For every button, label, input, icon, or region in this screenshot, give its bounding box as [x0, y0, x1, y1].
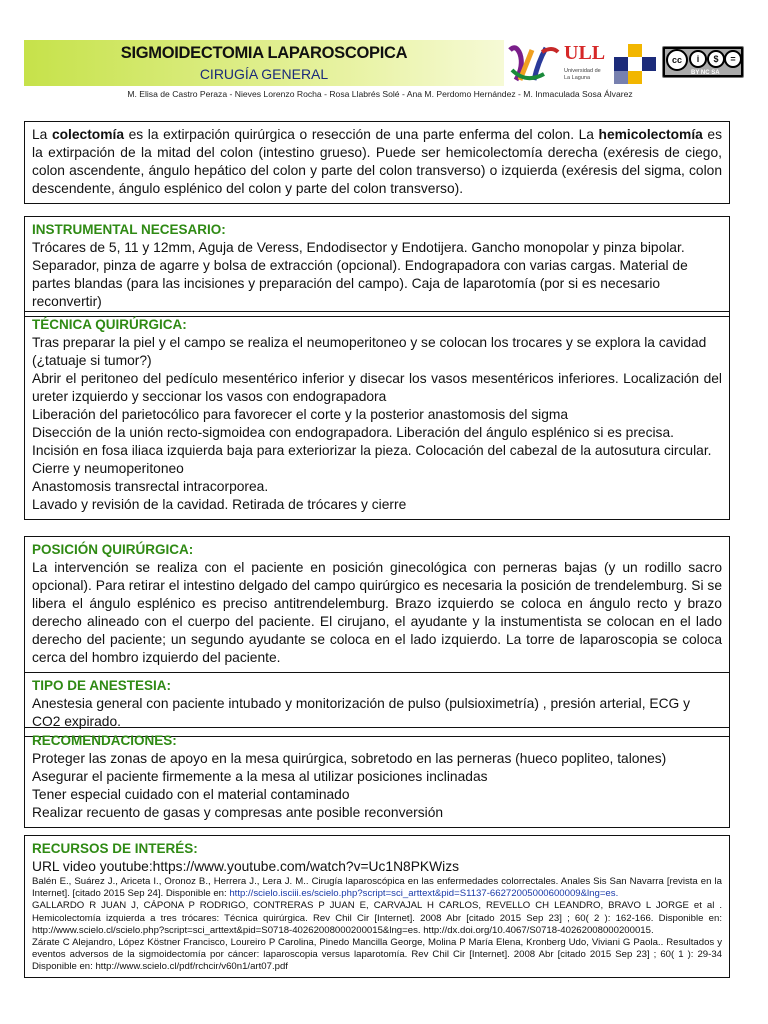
reference-3: Zárate C Alejandro, López Köstner Francisco, Loureiro P Carolina, Pinedo Mancilla George, Molina P María Elena, Kronberg Udo, Viviani G Paola.. Resultados y eventos adversos de la sigmoidectomía por cáncer: laparoscopia versus laparotomía. Rev Chil Cir [Internet]. 2008 Abr [citado 2015 Sep 23] ; 60( 1 ): 29-34 Disponible en: http://www.scielo.cl/pdf/rchcir/v60n1/art07.pdf	[32, 937, 722, 973]
tecnica-step: Abrir el peritoneo del pedículo mesentérico inferior y disecar los vasos mesentéricos inferiores. Localización del ureter izquierdo y seccionar los vasos con endograpadora	[32, 371, 722, 404]
ull-logo-subtext: Universidad de La Laguna	[564, 68, 601, 81]
cc-icon: cc	[666, 49, 688, 71]
reference-1: Balén E., Suárez J., Ariceta I., Oronoz B., Herrera J., Lera J. M.. Cirugía laparoscópica en las enfermedades colorrectales. Anales Sis San Navarra [revista en la Internet]. [citado 2015 Sep 24]. Disponible en: http://scielo.isciii.es/scielo.php?script=sci_arttext&pid=S1137-66272005000600009&lng=es.	[32, 876, 722, 900]
posicion-text: La intervención se realiza con el paciente en posición ginecológica con perneras bajas (y un rodillo sacro opcional). Para retirar el intestino delgado del campo quirúrgico es necesaria la posición de trendelemburg. Si se libera el ángulo esplénico es preciso antitrendelemburg. Brazo izquierdo se coloca en ángulo recto y brazo derecho alineado con el cuerpo del paciente. El cirujano, el ayudante y la instumentista se colocan en el lado derecho del paciente; un segundo ayudante se coloca en el lado izquierdo. La torre de laparoscopia se coloca cerca del hombro izquierdo del paciente.	[32, 560, 722, 665]
page-subtitle: CIRUGÍA GENERAL	[199, 66, 329, 82]
tecnica-step: Anastomosis transrectal intracorporea.	[32, 479, 269, 494]
ull-emblem-icon	[506, 40, 562, 86]
instrumental-text: Trócares de 5, 11 y 12mm, Aguja de Veress, Endodisector y Endotijera. Gancho monopolar y pinza bipolar. Separador, pinza de agarre y bolsa de extracción (opcional). Endograpadora con varias cargas. Material de partes blandas (para las incisiones y preparación del campo). Caja de laparotomía (por si es necesario reconvertir)	[32, 240, 688, 309]
logo-strip	[506, 40, 746, 86]
cc-license-text: BY NC SA	[691, 70, 720, 76]
canarias-cross-logo-icon	[612, 44, 658, 84]
title-banner	[24, 40, 504, 86]
tecnica-step: Disección de la unión recto-sigmoidea con endograpadora. Liberación del ángulo esplénico si es precisa.	[32, 425, 674, 440]
posicion-heading: POSICIÓN QUIRÚRGICA:	[32, 542, 194, 557]
tecnica-step: Incisión en fosa iliaca izquierda baja para exteriorizar la pieza. Colocación del cabezal de la autosutura circular. Cierre y neumoperitoneo	[32, 443, 712, 476]
page-title: SIGMOIDECTOMIA LAPAROSCOPICA	[120, 44, 408, 62]
recomendacion-item: Realizar recuento de gasas y compresas ante posible reconversión	[32, 805, 444, 820]
video-url-link[interactable]: URL video youtube:https://www.youtube.com/watch?v=Uc1N8PKWizs	[32, 859, 460, 874]
term-hemicolectomia: hemicolectomía	[598, 127, 703, 142]
tecnica-step: Liberación del parietocólico para favorecer el corte y la posterior anastomosis del sigma	[32, 407, 569, 422]
intro-text: La colectomía es la extirpación quirúrgica o resección de una parte enferma del colon. La hemicolectomía es la extirpación de la mitad del colon (intestino grueso). Puede ser hemicolectomía derecha (exéresis de ciego, colon ascendente, ángulo hepático del colon y parte del colon transverso) o izquierda (exéresis del sigma, colon descendente, ángulo esplénico del colon y parte del colon transverso).	[32, 127, 722, 196]
ull-logo-text: ULL	[564, 42, 606, 64]
recomendacion-item: Asegurar el paciente firmemente a la mesa al utilizar posiciones inclinadas	[32, 769, 488, 784]
reference-2: GALLARDO R JUAN J, CÁPONA P RODRIGO, CONTRERAS P JUAN E, CARVAJAL H CARLOS, REVELLO CH LEANDRO, BRAVO L JORGE et al . Hemicolectomía izquierda a tres trócares: Técnica quirúrgica. Rev Chil Cir [Internet]. 2008 Abr [citado 2015 Sep 23] ; 60( 2 ): 162-166. Disponible en: http://www.scielo.cl/scielo.php?script=sci_arttext&pid=S0718-40262008000200015&lng=es. http://dx.doi.org/10.4067/S0718-40262008000200015.	[32, 900, 722, 936]
posicion-section	[24, 536, 730, 673]
anestesia-text: Anestesia general con paciente intubado y monitorización de pulso (pulsioximetría) , presión arterial, ECG y CO2 expirado.	[32, 696, 690, 729]
cc-nc-icon: $	[707, 50, 725, 68]
recursos-heading: RECURSOS DE INTERÉS:	[32, 841, 198, 856]
term-colectomia: colectomía	[51, 127, 125, 142]
recomendacion-item: Tener especial cuidado con el material contaminado	[32, 787, 350, 802]
tecnica-step: Lavado y revisión de la cavidad. Retirada de trócares y cierre	[32, 497, 407, 512]
recursos-section	[24, 835, 730, 978]
instrumental-section	[24, 216, 730, 317]
authors-line: M. Elisa de Castro Peraza - Nieves Lorenzo Rocha - Rosa Llabrés Solé - Ana M. Perdomo Hernández - M. Inmaculada Sosa Álvarez	[127, 89, 633, 99]
intro-section	[24, 121, 730, 204]
anestesia-heading: TIPO DE ANESTESIA:	[32, 678, 172, 693]
tecnica-section	[24, 311, 730, 520]
reference-1-link[interactable]: http://scielo.isciii.es/scielo.php?script=sci_arttext&pid=S1137-66272005000600009&lng=es.	[229, 888, 619, 900]
recomendacion-item: Proteger las zonas de apoyo en la mesa quirúrgica, sobretodo en las perneras (hueco popliteo, talones)	[32, 751, 667, 766]
recomendaciones-section	[24, 727, 730, 828]
instrumental-heading: INSTRUMENTAL NECESARIO:	[32, 222, 226, 237]
tecnica-heading: TÉCNICA QUIRÚRGICA:	[32, 317, 187, 332]
recomendaciones-heading: RECOMENDACIONES:	[32, 733, 177, 748]
cc-by-icon: i	[689, 50, 707, 68]
tecnica-step: Tras preparar la piel y el campo se realiza el neumoperitoneo y se colocan los trocares y se explora la cavidad (¿tatuaje si tumor?)	[32, 335, 707, 368]
creative-commons-badge	[662, 46, 744, 78]
cc-sa-icon: =	[724, 50, 742, 68]
